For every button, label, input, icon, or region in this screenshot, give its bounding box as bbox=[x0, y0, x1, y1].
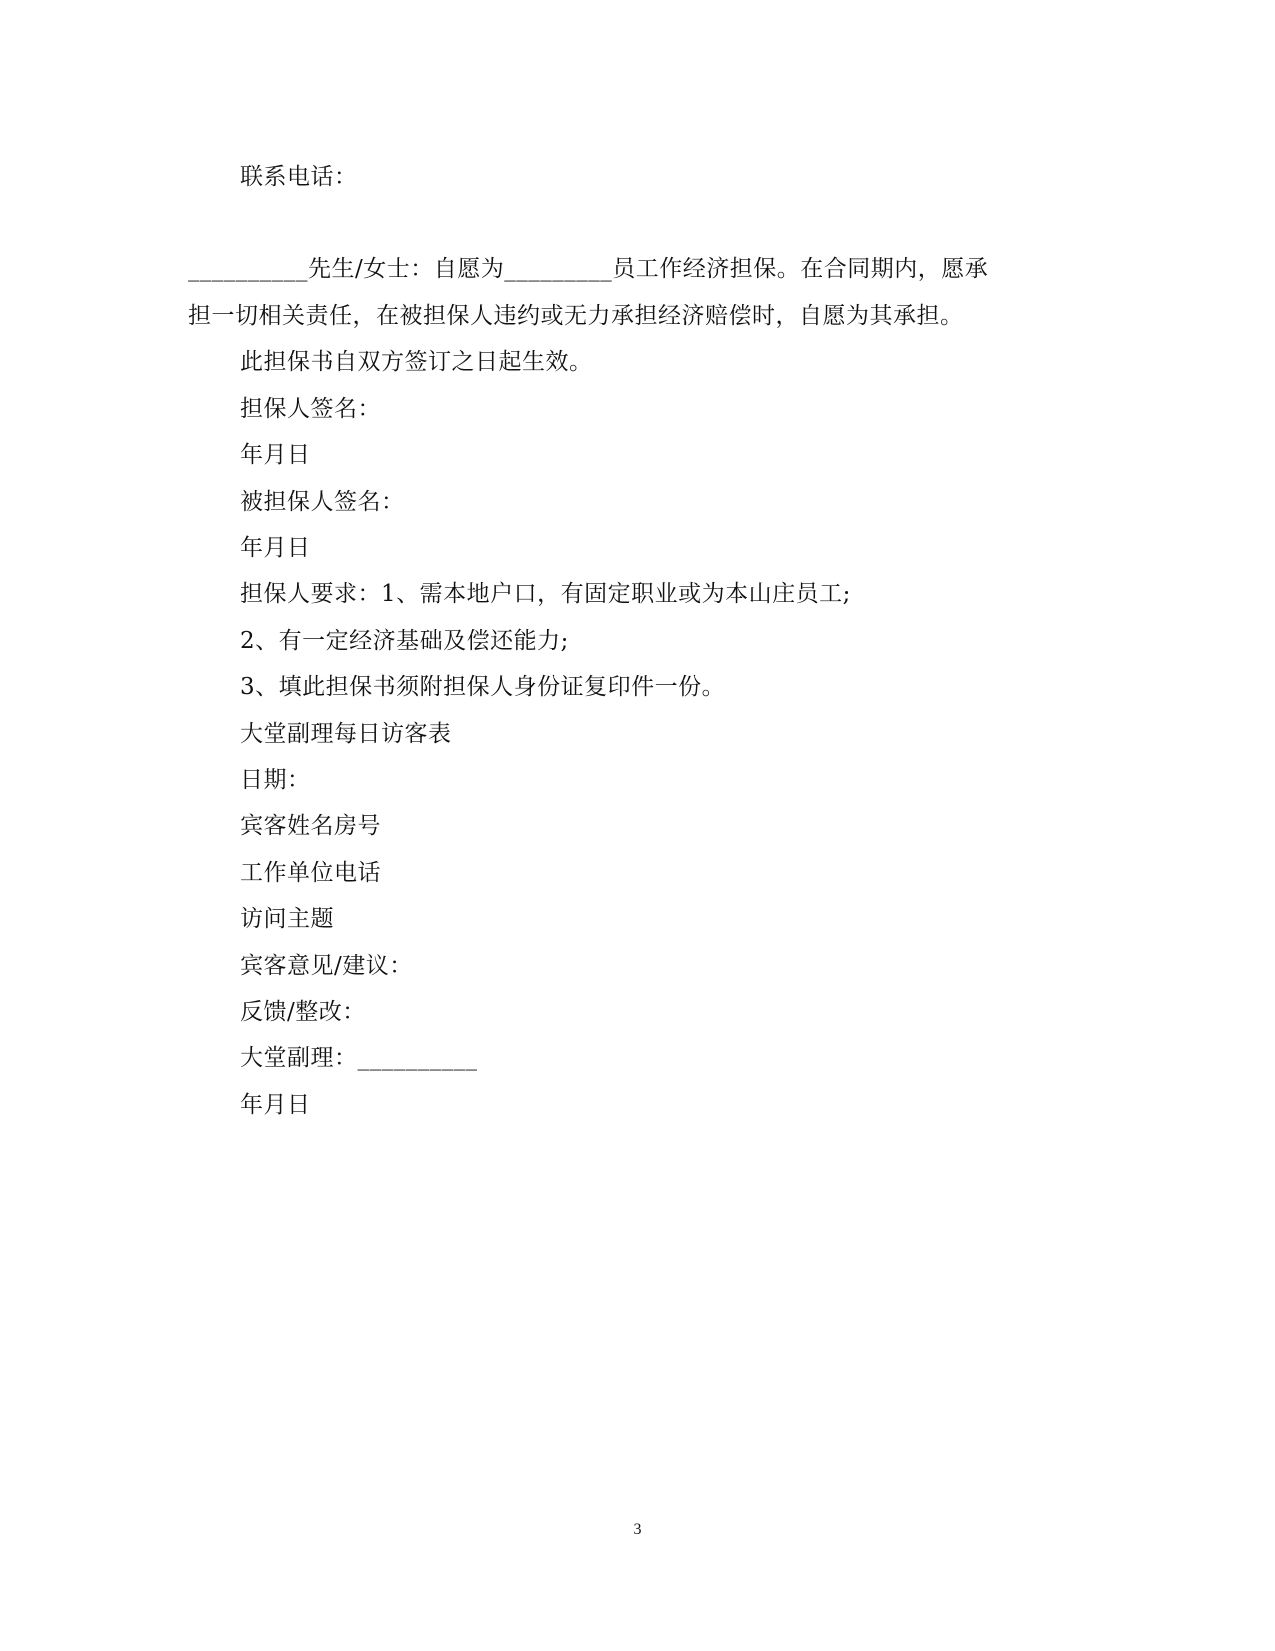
guest-name-room-label: 宾客姓名房号 bbox=[240, 813, 381, 839]
visitor-form-title: 大堂副理每日访客表 bbox=[240, 721, 452, 747]
guaranteed-signature-label: 被担保人签名： bbox=[240, 489, 405, 515]
visit-topic-label: 访问主题 bbox=[240, 906, 334, 932]
guarantor-signature-label: 担保人签名： bbox=[240, 396, 381, 422]
contact-phone-label: 联系电话： bbox=[240, 164, 358, 190]
guarantor-requirement-2: 2、有一定经济基础及偿还能力; bbox=[240, 628, 569, 654]
lobby-manager-label: 大堂副理：__________ bbox=[240, 1045, 478, 1071]
guarantee-paragraph-line-2: 担一切相关责任，在被担保人违约或无力承担经济赔偿时，自愿为其承担。 bbox=[188, 303, 964, 329]
guest-opinion-label: 宾客意见/建议： bbox=[240, 953, 413, 979]
effective-statement: 此担保书自双方签订之日起生效。 bbox=[240, 349, 593, 375]
guarantor-requirement-3: 3、填此担保书须附担保人身份证复印件一份。 bbox=[240, 674, 726, 700]
guarantee-paragraph-line-1: __________先生/女士：自愿为_________员工作经济担保。在合同期内，愿承 bbox=[188, 256, 989, 282]
work-unit-phone-label: 工作单位电话 bbox=[240, 860, 381, 886]
guarantor-date-label: 年月日 bbox=[240, 442, 311, 468]
guaranteed-date-label: 年月日 bbox=[240, 535, 311, 561]
guarantor-requirement-1: 担保人要求：1、需本地户口，有固定职业或为本山庄员工; bbox=[240, 581, 851, 607]
final-date-label: 年月日 bbox=[240, 1092, 311, 1118]
page-number: 3 bbox=[633, 1521, 642, 1538]
feedback-label: 反馈/整改： bbox=[240, 999, 366, 1025]
form-date-label: 日期： bbox=[240, 767, 311, 793]
